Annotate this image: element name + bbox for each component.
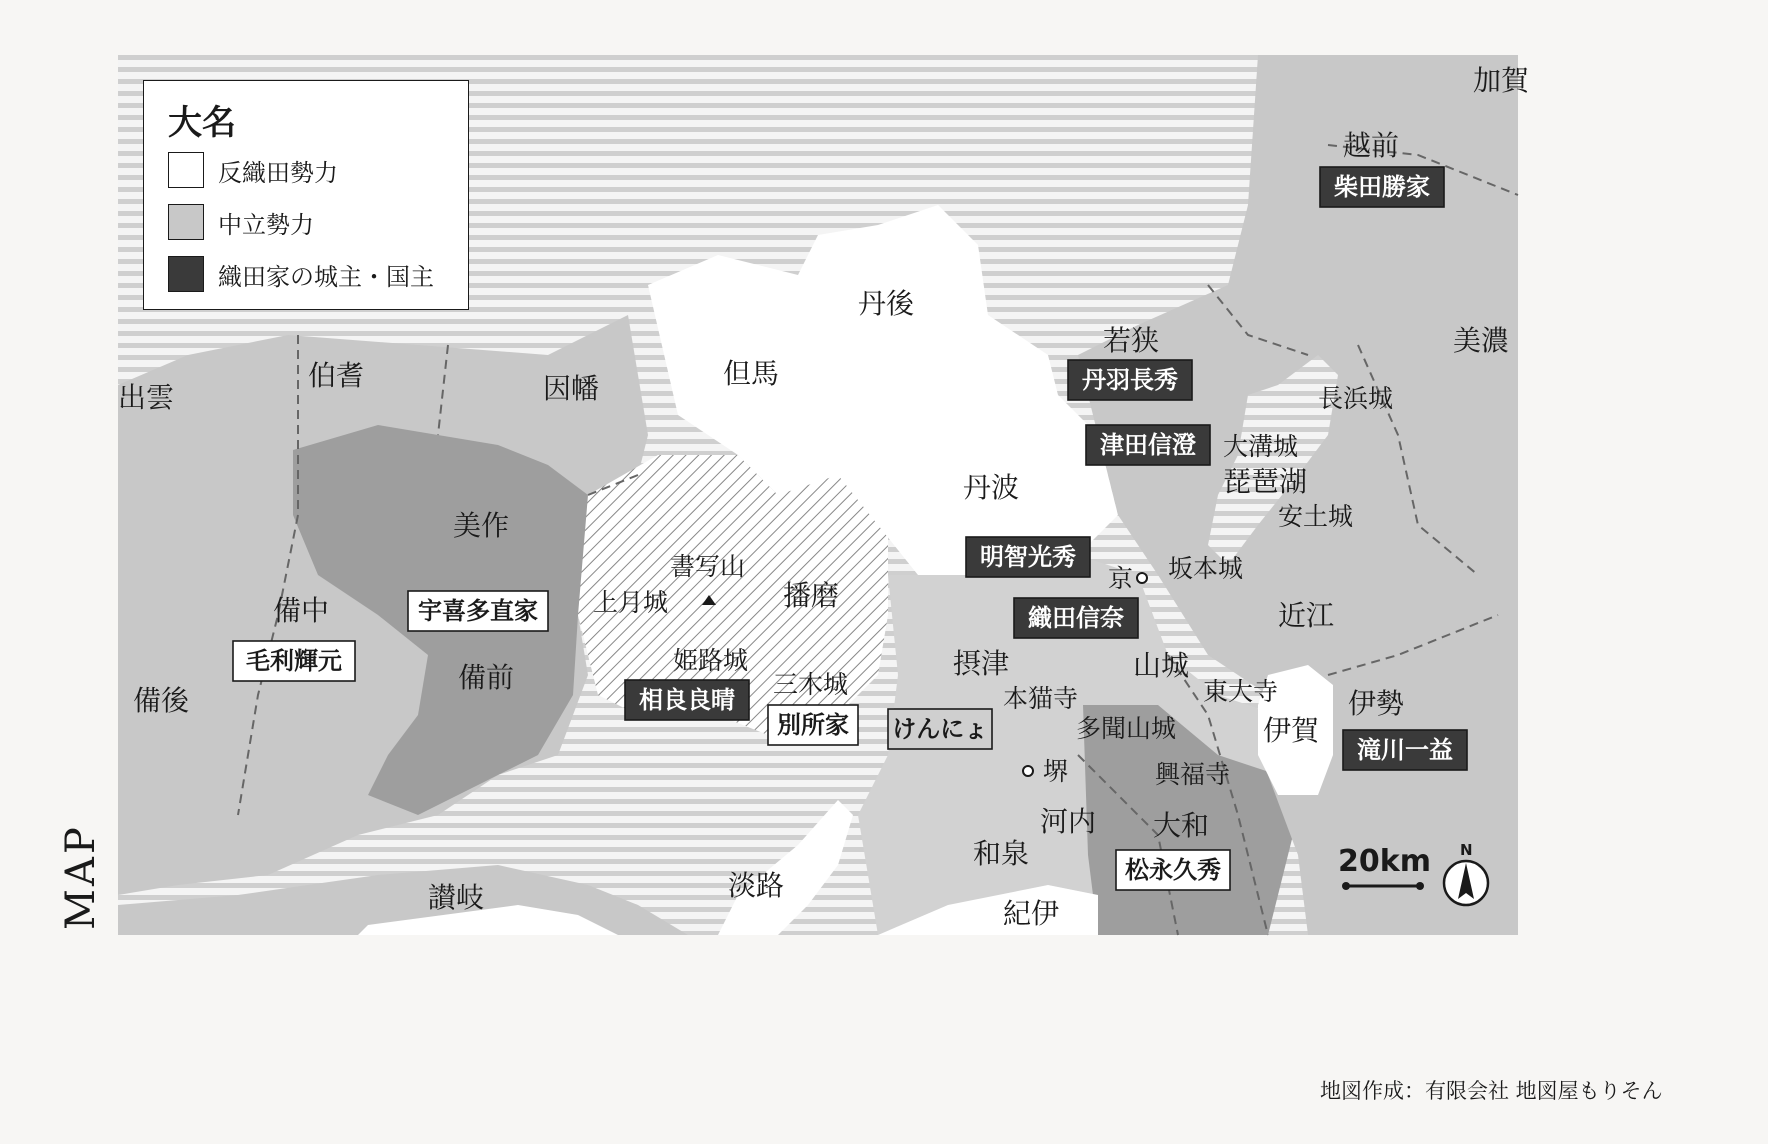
place-miki: 三木城 xyxy=(773,670,849,699)
place-honnekoji: 本猫寺 xyxy=(1003,684,1079,713)
place-kozuki: 上月城 xyxy=(593,588,669,617)
place-shoshazan: 書写山 xyxy=(670,552,746,581)
place-kofukuji: 興福寺 xyxy=(1155,760,1231,789)
place-nagahama: 長浜城 xyxy=(1318,384,1394,413)
place-kyo: 京 xyxy=(1108,564,1134,593)
legend-item-anti-oda xyxy=(168,152,338,188)
daimyo-sagara: 相良良晴 xyxy=(639,686,735,714)
legend-item-oda xyxy=(168,256,434,292)
province-bizen: 備前 xyxy=(458,661,515,694)
daimyo-kennyo: けんにょ xyxy=(892,715,988,743)
daimyo-mori: 毛利輝元 xyxy=(246,647,342,675)
daimyo-matsunaga: 松永久秀 xyxy=(1125,856,1221,884)
province-bitchu: 備中 xyxy=(273,594,330,627)
place-omizo: 大溝城 xyxy=(1223,432,1299,461)
province-kii: 紀伊 xyxy=(1003,897,1060,930)
daimyo-shibata: 柴田勝家 xyxy=(1334,173,1430,201)
legend-label: 織田家の城主・国主 xyxy=(218,262,434,291)
place-sakai: 堺 xyxy=(1043,757,1069,786)
daimyo-takigawa: 滝川一益 xyxy=(1357,736,1453,764)
province-omi: 近江 xyxy=(1278,599,1335,632)
side-title: MAP xyxy=(58,824,104,930)
province-tajima: 但馬 xyxy=(723,357,780,390)
province-sanuki: 讃岐 xyxy=(428,881,485,914)
province-tamba: 丹波 xyxy=(963,471,1020,504)
province-kawachi: 河内 xyxy=(1040,805,1097,838)
province-yamashiro: 山城 xyxy=(1133,649,1190,682)
daimyo-tsuda: 津田信澄 xyxy=(1100,431,1196,459)
lake-biwa-label: 琵琶湖 xyxy=(1223,465,1308,498)
province-iga: 伊賀 xyxy=(1263,714,1320,747)
daimyo-bessho: 別所家 xyxy=(777,711,849,739)
map-credit: 地図作成：有限会社 地図屋もりそん xyxy=(1320,1079,1663,1103)
scale-label: 20km xyxy=(1338,844,1431,879)
province-hoki: 伯耆 xyxy=(308,359,365,392)
daimyo-ukita: 宇喜多直家 xyxy=(418,597,538,625)
legend-swatch xyxy=(168,204,204,240)
legend-swatch xyxy=(168,152,204,188)
province-izumi: 和泉 xyxy=(973,837,1030,870)
daimyo-oda-nobuna: 織田信奈 xyxy=(1028,604,1124,632)
place-todaiji: 東大寺 xyxy=(1203,677,1279,706)
province-ise: 伊勢 xyxy=(1348,687,1405,720)
legend-label: 反織田勢力 xyxy=(218,158,338,187)
legend-title: 大名 xyxy=(168,103,236,143)
legend-swatch xyxy=(168,256,204,292)
province-wakasa: 若狭 xyxy=(1103,324,1160,357)
place-tamonyama: 多聞山城 xyxy=(1076,714,1177,743)
province-echizen: 越前 xyxy=(1343,129,1400,162)
province-settsu: 摂津 xyxy=(953,647,1010,680)
daimyo-niwa: 丹羽長秀 xyxy=(1082,366,1178,394)
place-sakamoto: 坂本城 xyxy=(1168,554,1244,583)
province-bingo: 備後 xyxy=(133,684,190,717)
place-azuchi: 安土城 xyxy=(1278,502,1354,531)
place-himeji: 姫路城 xyxy=(673,646,749,675)
province-inaba: 因幡 xyxy=(543,372,600,405)
legend-label: 中立勢力 xyxy=(218,210,314,239)
svg-text:N: N xyxy=(1460,841,1473,859)
province-izumo: 出雲 xyxy=(118,381,175,414)
province-mimasaka: 美作 xyxy=(453,509,510,542)
province-kaga: 加賀 xyxy=(1473,64,1530,97)
legend xyxy=(143,80,469,310)
province-tango: 丹後 xyxy=(858,287,915,320)
province-awaji: 淡路 xyxy=(728,869,785,902)
province-yamato: 大和 xyxy=(1153,809,1210,842)
province-mino: 美濃 xyxy=(1453,324,1510,357)
province-harima: 播磨 xyxy=(783,579,840,612)
legend-item-neutral xyxy=(168,204,314,240)
daimyo-akechi: 明智光秀 xyxy=(980,543,1076,571)
